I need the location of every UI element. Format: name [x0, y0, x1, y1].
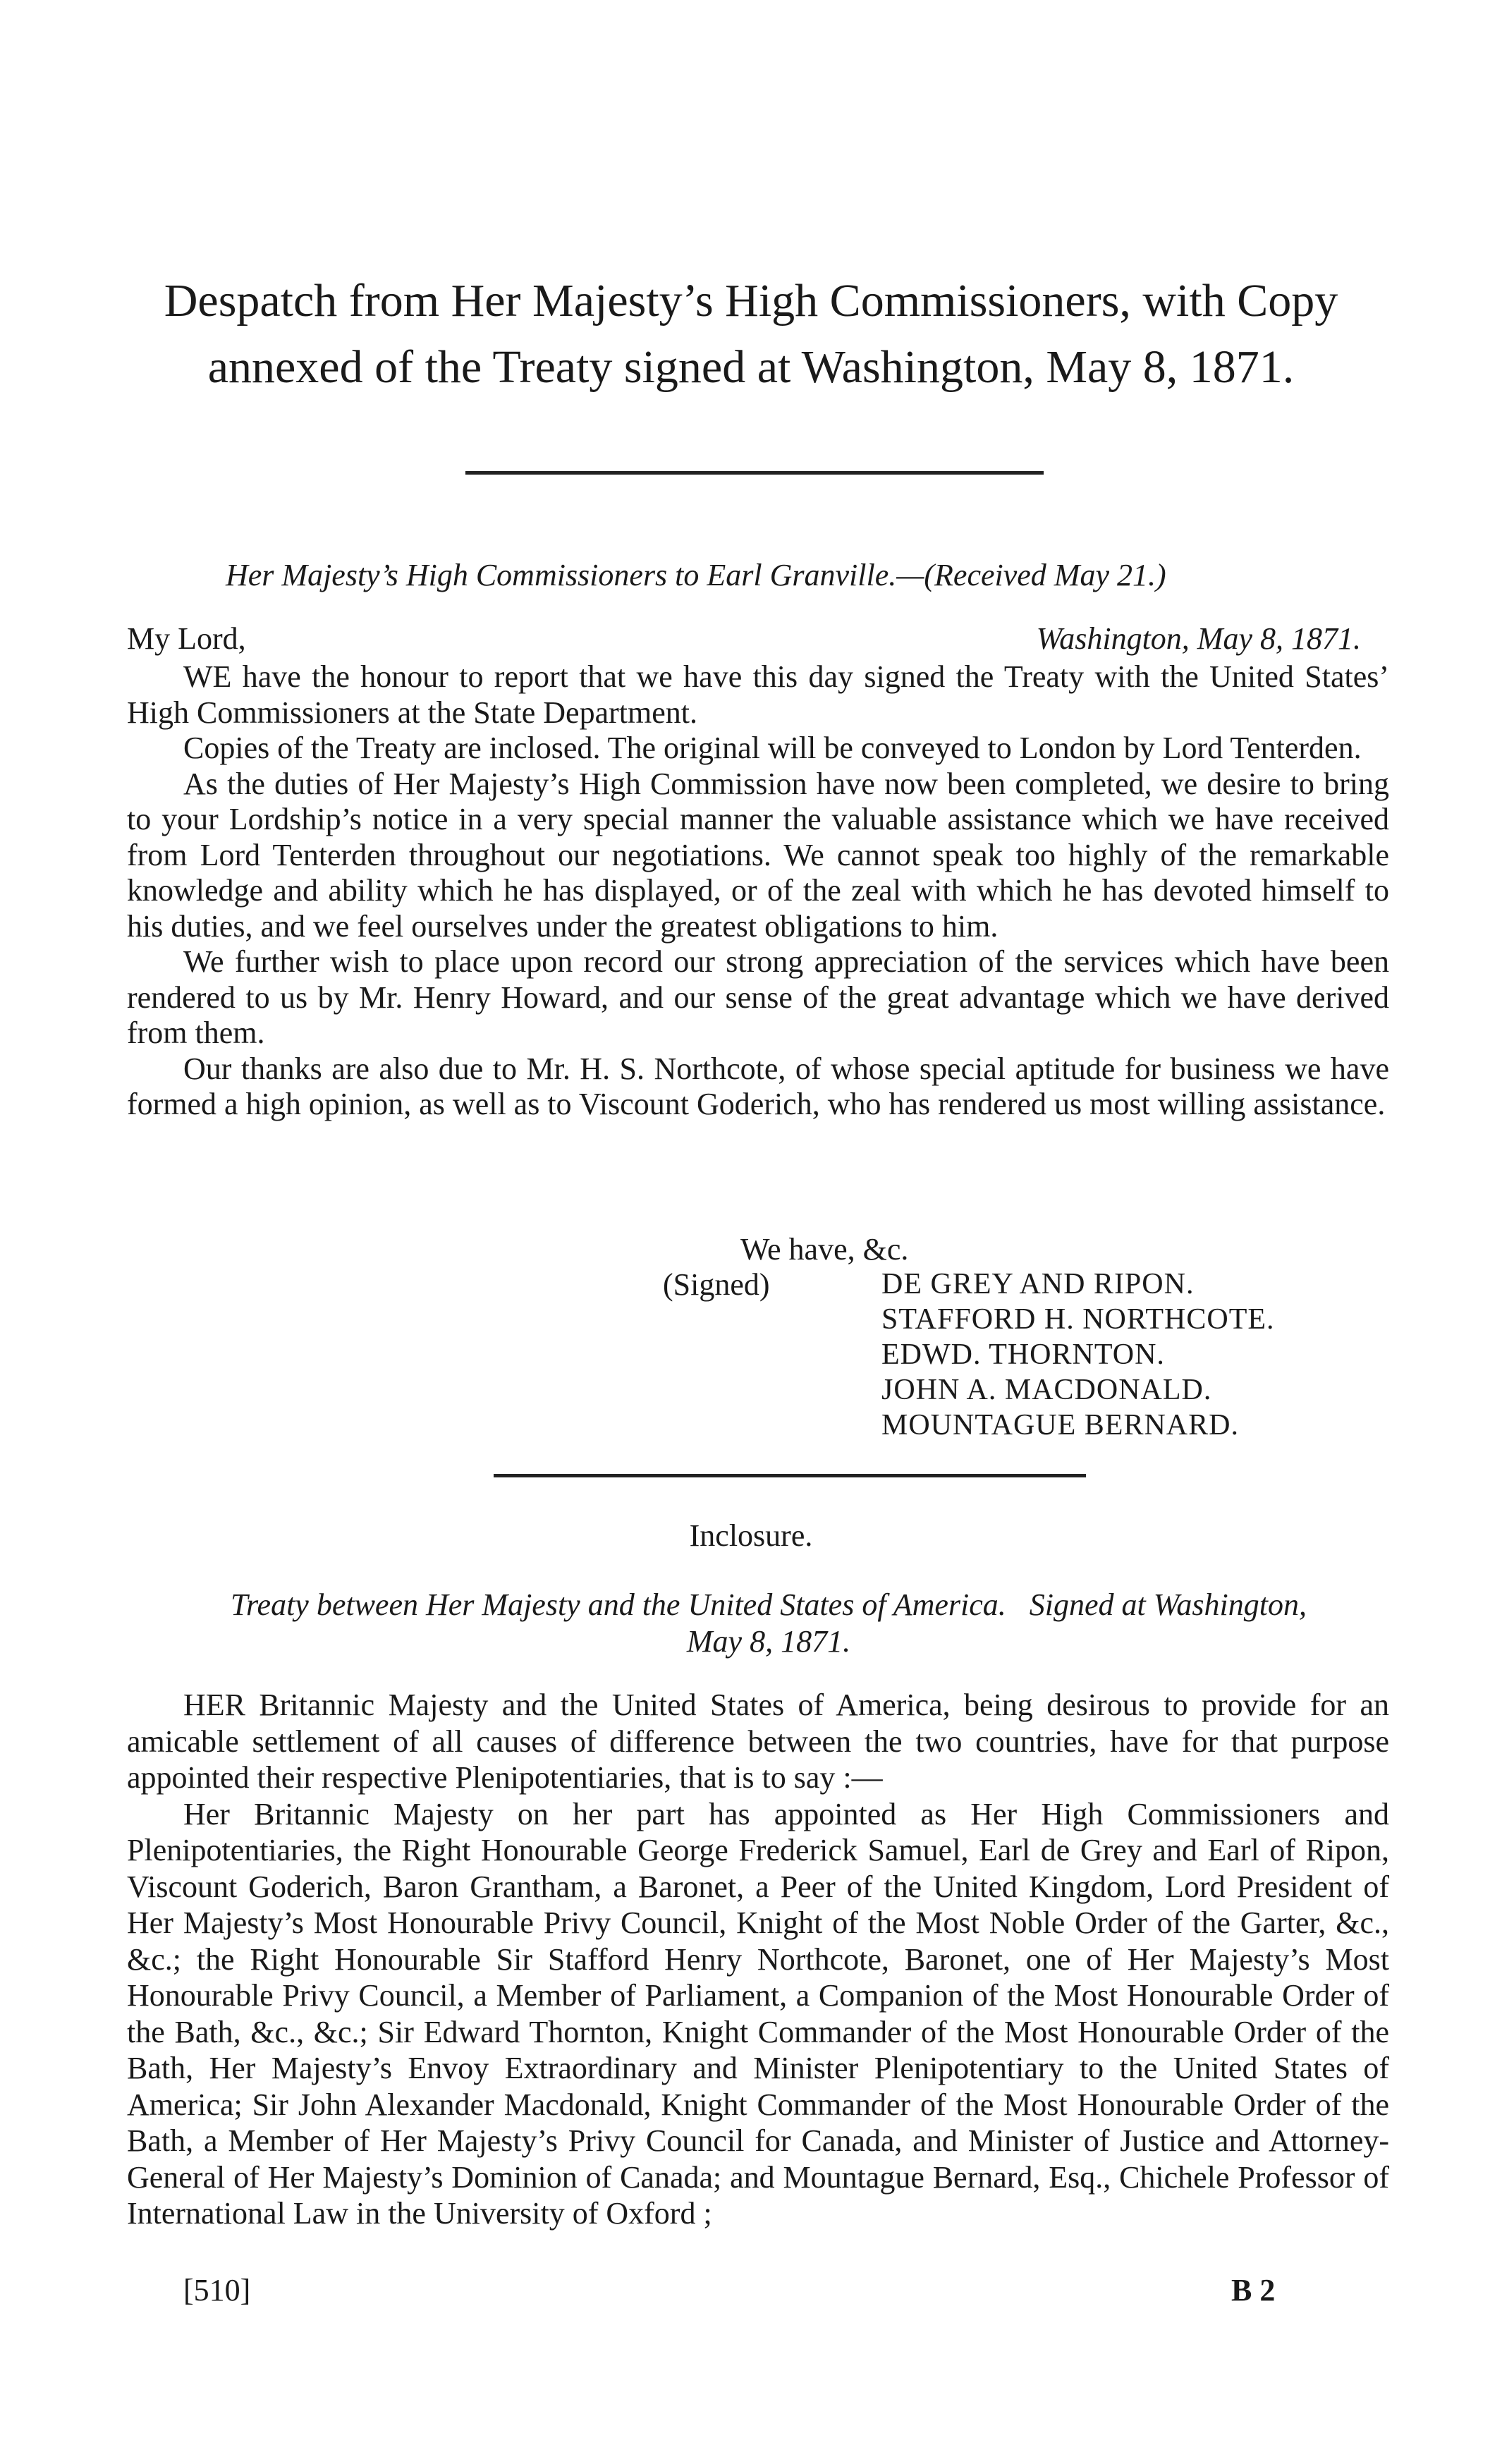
letter-paragraph: WE have the honour to report that we have this day signed the Treaty with the United States’ High Commissioners at the State Department.: [127, 659, 1389, 730]
salutation-row: [127, 621, 1382, 660]
signatory: STAFFORD H. NORTHCOTE.: [881, 1303, 1275, 1336]
inclosure-label: Inclosure.: [689, 1518, 813, 1553]
signed-label: (Signed): [663, 1267, 770, 1302]
letter-paragraph: Our thanks are also due to Mr. H. S. Northcote, of whose special aptitude for business we have formed a high opinion, as well as to Viscount Goderich, who has rendered us most willing assistance.: [127, 1051, 1389, 1121]
letter-paragraph: Copies of the Treaty are inclosed. The original will be conveyed to London by Lord Tenterden.: [183, 731, 1362, 765]
treaty-title: [141, 1587, 1396, 1660]
letter-heading: Her Majesty’s High Commissioners to Earl Granville.—(Received May 21.): [226, 558, 1166, 592]
letter-paragraph: We further wish to place upon record our strong appreciation of the services which have been rendered to us by Mr. Henry Howard, and our sense of the great advantage which we have derived from them.: [127, 944, 1389, 1050]
letter-closing: We have, &c.: [740, 1232, 909, 1267]
treaty-title-line: Treaty between Her Majesty and the United States of America. Signed at Washington,: [231, 1587, 1307, 1622]
treaty-title-date: May 8, 1871.: [686, 1624, 851, 1659]
signatory: EDWD. THORNTON.: [881, 1338, 1165, 1371]
treaty-body: [127, 1687, 1389, 2232]
signatory: DE GREY AND RIPON.: [881, 1268, 1195, 1300]
section-divider: [494, 1474, 1086, 1477]
letter-paragraph: As the duties of Her Majesty’s High Commission have now been completed, we desire to bring to your Lordship’s notice in a very special manner the valuable assistance which we have received from Lord Tenterden throughout our negotiations. We cannot speak too highly of the remarkable knowledge and ability which he has displayed, or of the zeal with which he has devoted himself to his duties, and we feel ourselves under the greatest obligations to him.: [127, 766, 1389, 944]
print-number: [510]: [183, 2273, 251, 2307]
signature-mark: B 2: [1231, 2273, 1276, 2307]
signatory-list: [881, 1267, 1275, 1443]
place-date-text: Washington, May 8, 1871.: [1036, 621, 1361, 656]
document-title: Despatch from Her Majesty’s High Commissioners, with Copy annexed of the Treaty signed at Washington, May 8, 1871.: [164, 275, 1338, 393]
letter-body: [127, 659, 1389, 1123]
place-date: [1037, 621, 1361, 657]
signatory: JOHN A. MACDONALD.: [881, 1374, 1212, 1406]
salutation: My Lord,: [127, 621, 246, 656]
treaty-paragraph: HER Britannic Majesty and the United States of America, being desirous to provide for an amicable settlement of all causes of difference between the two countries, have for that purpose appointed their respective Plenipotentiaries, that is to say :—: [127, 1688, 1389, 1795]
treaty-paragraph: Her Britannic Majesty on her part has appointed as Her High Commissioners and Plenipotentiaries, the Right Honourable George Frederick Samuel, Earl de Grey and Earl of Ripon, Viscount Goderich, Baron Grantham, a Baronet, a Peer of the United Kingdom, Lord President of Her Majesty’s Most Honourable Privy Council, Knight of the Most Noble Order of the Garter, &c., &c.; the Right Honourable Sir Stafford Henry Northcote, Baronet, one of Her Majesty’s Most Honourable Privy Council, a Member of Parliament, a Companion of the Most Honourable Order of the Bath, &c., &c.; Sir Edward Thornton, Knight Commander of the Most Honourable Order of the Bath, Her Majesty’s Envoy Extraordinary and Minister Plenipotentiary to the United States of America; Sir John Alexander Macdonald, Knight Commander of the Most Honourable Order of the Bath, a Member of Her Majesty’s Privy Council for Canada, and Minister of Justice and Attorney-General of Her Majesty’s Dominion of Canada; and Mountague Bernard, Esq., Chichele Professor of International Law in the University of Oxford ;: [127, 1796, 1389, 2231]
signatory: MOUNTAGUE BERNARD.: [881, 1409, 1239, 1441]
title-divider: [465, 471, 1044, 475]
